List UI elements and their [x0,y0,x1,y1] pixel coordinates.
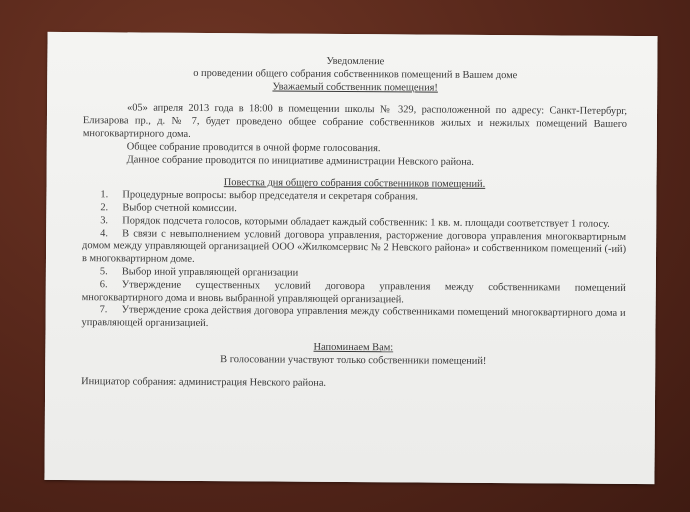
initiator-line: Инициатор собрания: администрация Невского района. [81,375,327,389]
agenda-item: 1. Процедурные вопросы: выбор председателя и секретаря собрания. [100,189,418,203]
agenda-item: 3. Порядок подсчета голосов, которыми обладает каждый собственник: 1 кв. м. площади соответствует 1 голосу. [100,215,610,230]
notice-title: Уведомление [326,55,385,68]
agenda-item: 6. Утверждение существенных условий договора управления между собственниками помещений многоквартирного дома и вновь выбранной управляющей организацией. [81,278,626,305]
notice-subtitle: о проведении общего собрания собственников помещений в Вашем доме [193,67,518,81]
agenda-item: 2. Выбор счетной комиссии. [100,202,237,215]
reminder-text: В голосовании участвуют только собственники помещений! [220,353,487,367]
agenda-item: 7. Утверждение срока действия договора управления между собственниками помещений многоквартирного дома и управляющей организацией. [81,304,626,330]
notice-greeting: Уважаемый собственник помещения! [272,81,438,94]
agenda-item: 4. В связи с невыполнением условий договора управления, расторжение договора управления многоквартирным домом между управляющей организацией ООО «Жилкомсервис № 2 Невского района» и собственником помещений (-ий) в многоквартирном доме. [81,227,627,266]
notice-intro: «05» апреля 2013 года в 18:00 в помещении школы № 329, расположенной по адресу: Санкт-Петербург, Елизарова пр., д. № 7, будет проведено общее собрание собственников жилых и нежилых помещений Вашего многоквартирного дома. [82,102,628,140]
notice-sheet [44,32,657,484]
notice-form-line: Общее собрание проводится в очной форме голосования. [126,141,381,154]
agenda-title: Повестка дня общего собрания собственников помещений. [223,177,486,191]
agenda-item: 5. Выбор иной управляющей организации [99,266,299,279]
reminder-title: Напоминаем Вам: [313,341,394,354]
notice-initiative-line: Данное собрание проводится по инициативе администрации Невского района. [126,154,475,168]
agenda-list [81,189,626,334]
